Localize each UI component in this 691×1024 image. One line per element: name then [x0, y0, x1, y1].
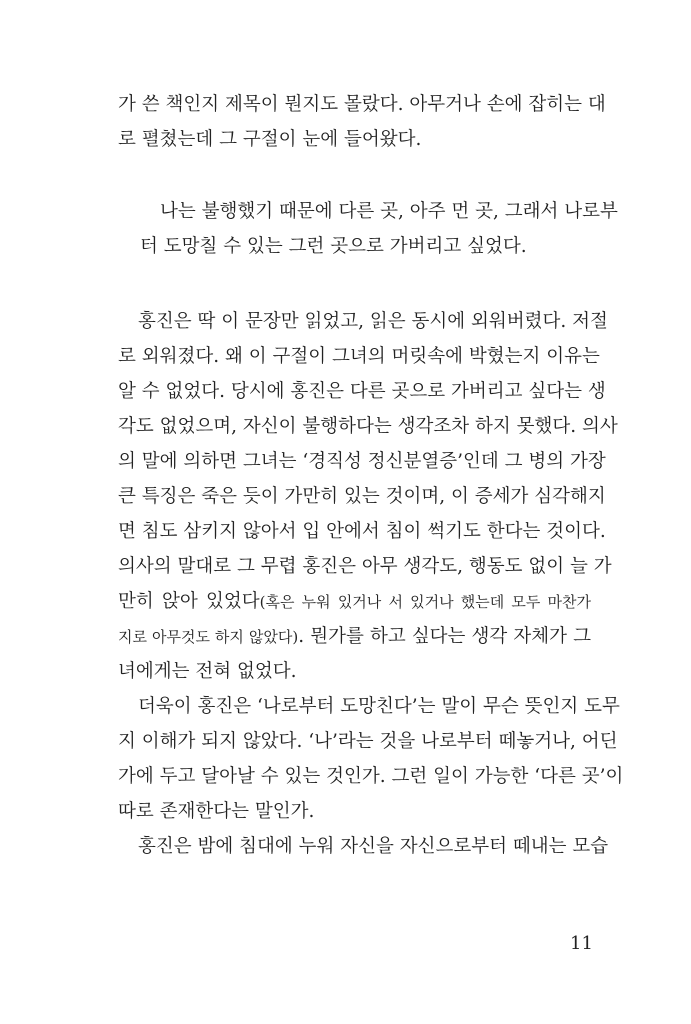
line-text: 면 침도 삼키지 않아서 입 안에서 침이 썩기도 한다는 것이다. — [118, 521, 606, 542]
text-line — [118, 520, 606, 544]
line-text: 로 펼쳤는데 그 구절이 눈에 들어왔다. — [118, 129, 422, 150]
line-text: 의 말에 의하면 그녀는 ‘경직성 정신분열증’인데 그 병의 가장 — [118, 451, 606, 472]
line-text: 지 이해가 되지 않았다. ‘나’라는 것을 나로부터 떼놓거나, 어딘 — [118, 731, 618, 752]
text-line — [118, 345, 600, 369]
text-line — [118, 835, 609, 859]
text-line — [118, 590, 591, 614]
page-number: 11 — [570, 933, 593, 954]
text-line — [118, 765, 624, 789]
line-text: 의사의 말대로 그 무렵 홍진은 아무 생각도, 행동도 없이 늘 가 — [118, 556, 612, 577]
line-text: 나는 불행했기 때문에 다른 곳, 아주 먼 곳, 그래서 나로부 — [160, 201, 618, 222]
line-text: 터 도망칠 수 있는 그런 곳으로 가버리고 싶었다. — [140, 236, 527, 257]
text-line — [118, 310, 608, 334]
text-line — [118, 485, 606, 509]
line-text: 더욱이 홍진은 ‘나로부터 도망친다’는 말이 무슨 뜻인지 도무 — [138, 696, 620, 717]
line-text: 가 쓴 책인지 제목이 뭔지도 몰랐다. 아무거나 손에 잡히는 대 — [118, 94, 606, 115]
line-text: 녀에게는 전혀 없었다. — [118, 661, 297, 682]
quote-line — [140, 200, 618, 224]
line-text: 각도 없었으며, 자신이 불행하다는 생각조차 하지 못했다. 의사 — [118, 416, 618, 437]
text-line — [118, 93, 606, 117]
quote-line — [140, 235, 591, 259]
line-text: 만히 앉아 있었다 — [118, 591, 260, 612]
line-text: 홍진은 딱 이 문장만 읽었고, 읽은 동시에 외워버렸다. 저절 — [138, 311, 608, 332]
text-line — [118, 800, 591, 824]
line-text: 홍진은 밤에 침대에 누워 자신을 자신으로부터 떼내는 모습 — [138, 836, 609, 857]
text-line — [118, 415, 618, 439]
text-line — [118, 625, 591, 649]
text-line — [118, 380, 606, 404]
text-line — [118, 695, 620, 719]
parenthetical-text: (혹은 누워 있거나 서 있거나 했는데 모두 마찬가 — [259, 593, 592, 611]
line-text: 로 외워졌다. 왜 이 구절이 그녀의 머릿속에 박혔는지 이유는 — [118, 346, 600, 367]
parenthetical-text: 지로 아무것도 하지 않았다) — [118, 628, 299, 646]
line-text: 알 수 없었다. 당시에 홍진은 다른 곳으로 가버리고 싶다는 생 — [118, 381, 606, 402]
text-line — [118, 660, 591, 684]
text-line — [118, 450, 606, 474]
line-text-tail: . 뭔가를 하고 싶다는 생각 자체가 그 — [298, 626, 591, 647]
text-line — [118, 730, 618, 754]
line-text: 따로 존재한다는 말인가. — [118, 801, 315, 822]
text-line — [118, 555, 612, 579]
text-line — [118, 128, 591, 152]
line-text: 큰 특징은 죽은 듯이 가만히 있는 것이며, 이 증세가 심각해지 — [118, 486, 606, 507]
line-text: 가에 두고 달아날 수 있는 것인가. 그런 일이 가능한 ‘다른 곳’이 — [118, 766, 624, 787]
